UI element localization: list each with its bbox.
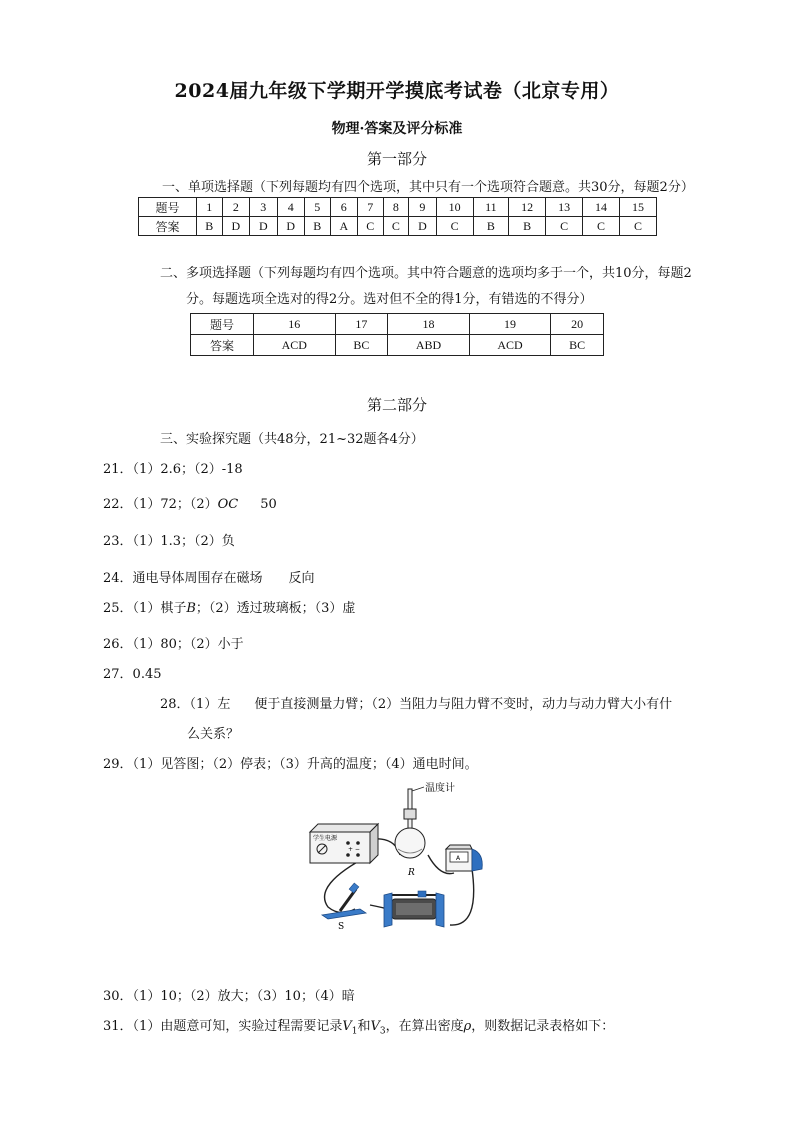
answer-cell: D	[250, 217, 277, 236]
answer-28-part1: 28．（1）左	[160, 697, 231, 712]
answer-22	[103, 493, 277, 512]
part-one-heading: 第一部分	[366, 150, 427, 168]
page-title: 2024届九年级下学期开学摸底考试卷（北京专用）	[174, 80, 620, 102]
answer-cell: C	[383, 217, 409, 236]
answer-24	[103, 567, 315, 586]
question-number: 13	[546, 198, 583, 217]
answer-28-part2: 便于直接测量力臂；（2）当阻力与阻力臂不变时，动力与动力臂大小有什	[254, 697, 673, 712]
answer-22-segment: OC	[217, 497, 239, 512]
wire	[325, 855, 370, 913]
answer-26: 26．（1）80；（2）小于	[103, 637, 244, 652]
answer-cell: BC	[551, 335, 604, 356]
answer-30: 30．（1）10；（2）放大；（3）10；（4）暗	[103, 989, 355, 1004]
answer-cell: BC	[335, 335, 388, 356]
answer-cell: ACD	[469, 335, 551, 356]
table-row	[139, 198, 657, 217]
answer-cell: C	[546, 217, 583, 236]
question-number: 3	[250, 198, 277, 217]
resistor-label: R	[408, 868, 415, 878]
answer-31-v3: V	[370, 1019, 380, 1034]
row-label-question: 题号	[191, 314, 254, 335]
question-number: 11	[473, 198, 509, 217]
answer-cell: D	[409, 217, 436, 236]
answer-25-text: 25．（1）棋子	[103, 601, 187, 616]
question-number: 4	[277, 198, 304, 217]
answer-25-rest: ；（2）透过玻璃板；（3）虚	[195, 601, 356, 616]
multiple-choice-table	[190, 313, 604, 356]
row-label-answer: 答案	[191, 335, 254, 356]
answer-31-rho: ρ	[463, 1019, 472, 1034]
section2-heading-line1: 二、多项选择题（下列每题均有四个选项。其中符合题意的选项均多于一个，共10分，每题2	[160, 266, 692, 281]
question-number: 18	[388, 314, 470, 335]
question-number: 10	[436, 198, 473, 217]
answer-25-piece: B	[186, 601, 196, 616]
answer-31-v1-sub: 1	[351, 1026, 358, 1037]
single-choice-table	[138, 197, 657, 236]
table-row	[191, 335, 604, 356]
answer-31-text3: ，则数据记录表格如下：	[471, 1019, 615, 1034]
question-number: 20	[551, 314, 604, 335]
power-supply-icon	[310, 824, 378, 863]
row-label-answer: 答案	[139, 217, 197, 236]
answer-22-text: 22．（1）72；（2）	[103, 497, 218, 512]
row-label-question: 题号	[139, 198, 197, 217]
answer-31-text2: ，在算出密度	[385, 1019, 464, 1034]
page-subtitle: 物理·答案及评分标准	[331, 121, 463, 137]
question-number: 7	[358, 198, 384, 217]
ammeter-icon	[446, 845, 482, 871]
table-row	[191, 314, 604, 335]
question-number: 6	[330, 198, 357, 217]
answer-cell: C	[358, 217, 384, 236]
table-row	[139, 217, 657, 236]
answer-cell: C	[583, 217, 620, 236]
rheostat-icon	[384, 891, 444, 927]
answer-cell: D	[277, 217, 304, 236]
circuit-diagram	[300, 777, 500, 942]
answer-24-direction: 反向	[288, 571, 315, 586]
answer-28-continued: 么关系？	[187, 727, 240, 742]
answer-cell: B	[509, 217, 546, 236]
answer-cell: C	[436, 217, 473, 236]
question-number: 14	[583, 198, 620, 217]
question-number: 2	[222, 198, 249, 217]
ammeter-label: A	[456, 855, 461, 862]
answer-21: 21．（1）2.6；（2）-18	[103, 462, 243, 477]
answer-cell: ABD	[388, 335, 470, 356]
answer-cell: B	[197, 217, 223, 236]
answer-31-v3-sub: 3	[379, 1026, 386, 1037]
answer-29: 29．（1）见答图；（2）停表；（3）升高的温度；（4）通电时间。	[103, 757, 478, 772]
question-number: 12	[509, 198, 546, 217]
answer-cell: B	[473, 217, 509, 236]
answer-31-text: 31．（1）由题意可知，实验过程需要记录	[103, 1019, 343, 1034]
answer-cell: ACD	[254, 335, 336, 356]
section1-heading: 一、单项选择题（下列每题均有四个选项，其中只有一个选项符合题意。共30分，每题2分）	[162, 180, 694, 195]
question-number: 16	[254, 314, 336, 335]
answer-cell: B	[304, 217, 330, 236]
answer-cell: C	[619, 217, 656, 236]
answer-24-text: 24．通电导体周围存在磁场	[103, 571, 263, 586]
section3-heading: 三、实验探究题（共48分，21~32题各4分）	[160, 432, 424, 447]
flask-icon	[395, 789, 425, 858]
part-two-heading: 第二部分	[366, 396, 427, 414]
answer-23: 23．（1）1.3；（2）负	[103, 534, 235, 549]
answer-22-value: 50	[260, 497, 277, 512]
thermometer-label: 温度计	[425, 783, 455, 794]
question-number: 5	[304, 198, 330, 217]
thermometer-pointer	[412, 787, 424, 791]
answer-cell: D	[222, 217, 249, 236]
answer-27: 27．0.45	[103, 667, 162, 682]
wire	[450, 869, 474, 925]
power-polarity-label: + −	[348, 846, 360, 853]
question-number: 1	[197, 198, 223, 217]
answer-31-v1: V	[342, 1019, 352, 1034]
power-supply-label: 学生电源	[313, 835, 338, 842]
answer-31-and: 和	[357, 1019, 371, 1034]
answer-31	[103, 1015, 614, 1037]
answer-28	[160, 693, 672, 712]
switch-label: S	[338, 922, 345, 932]
question-number: 17	[335, 314, 388, 335]
question-number: 9	[409, 198, 436, 217]
answer-cell: A	[330, 217, 357, 236]
switch-icon	[322, 883, 366, 919]
question-number: 8	[383, 198, 409, 217]
answer-25	[103, 597, 355, 616]
section2-heading-line2: 分。每题选项全选对的得2分。选对但不全的得1分，有错选的不得分）	[186, 292, 593, 307]
question-number: 15	[619, 198, 656, 217]
question-number: 19	[469, 314, 551, 335]
